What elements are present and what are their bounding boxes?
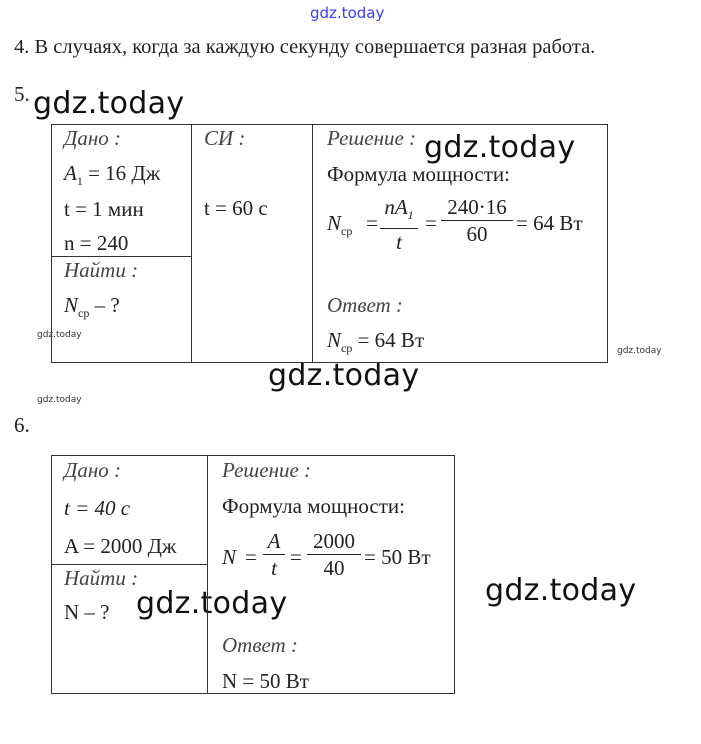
formula-eq: = bbox=[425, 211, 437, 235]
formula-eq: = bbox=[245, 545, 257, 569]
answer-value: $N_{ср} = 64$ Вт bbox=[327, 328, 425, 355]
given-a: A = 2000 Дж bbox=[64, 534, 177, 558]
watermark-small: gdz.today bbox=[37, 330, 82, 340]
answer-label: Ответ : bbox=[327, 293, 403, 317]
table-divider bbox=[207, 455, 208, 694]
table-divider bbox=[191, 124, 192, 363]
formula-eq: = bbox=[366, 211, 378, 235]
watermark: gdz.today bbox=[424, 130, 576, 165]
answer-value: N = 50 Вт bbox=[222, 669, 309, 693]
find-label: Найти : bbox=[64, 258, 139, 282]
given-t: t = 40 с bbox=[64, 496, 131, 520]
watermark: gdz.today bbox=[33, 86, 185, 121]
watermark: gdz.today bbox=[136, 586, 288, 621]
watermark: gdz.today bbox=[485, 573, 637, 608]
formula-fraction-2: $\frac{240\cdot 16}{60}$ bbox=[441, 195, 513, 247]
given-t: t = 1 мин bbox=[64, 197, 144, 221]
given-a1: $A_1 = 16$ Дж bbox=[64, 161, 161, 188]
table-divider bbox=[51, 256, 192, 257]
dano-label: Дано : bbox=[64, 126, 122, 150]
dano-label: Дано : bbox=[64, 458, 122, 482]
formula-label: Формула мощности: bbox=[327, 162, 510, 186]
watermark: gdz.today bbox=[268, 358, 420, 393]
formula-label: Формула мощности: bbox=[222, 494, 405, 518]
si-value: t = 60 с bbox=[204, 196, 268, 220]
solution-label: Решение : bbox=[327, 126, 417, 150]
find-value: N – ? bbox=[64, 600, 110, 624]
task-5-number: 5. bbox=[14, 82, 30, 106]
item-4-text: 4. В случаях, когда за каждую секунду совершается разная работа. bbox=[14, 36, 596, 58]
formula-fraction-1: $\frac{nA_1}{t}$ bbox=[380, 195, 418, 255]
find-value: $N_{ср}$ – ? bbox=[64, 293, 120, 320]
table-divider bbox=[312, 124, 313, 363]
watermark-small: gdz.today bbox=[617, 346, 662, 356]
watermark-top: gdz.today bbox=[310, 4, 385, 22]
answer-label: Ответ : bbox=[222, 633, 298, 657]
formula-result: = 64 Вт bbox=[516, 211, 583, 235]
si-label: СИ : bbox=[204, 126, 246, 150]
solution-label: Решение : bbox=[222, 458, 312, 482]
find-label: Найти : bbox=[64, 566, 139, 590]
table-divider bbox=[51, 564, 208, 565]
formula-eq: = bbox=[290, 545, 302, 569]
formula-lhs: $N_{ср}$ bbox=[327, 211, 353, 238]
formula-fraction-1: $\frac{A}{t}$ bbox=[263, 529, 285, 581]
task-6-number: 6. bbox=[14, 413, 30, 437]
watermark-small: gdz.today bbox=[37, 395, 82, 405]
formula-lhs: N bbox=[222, 545, 237, 569]
given-n: n = 240 bbox=[64, 231, 129, 255]
formula-fraction-2: $\frac{2000}{40}$ bbox=[307, 529, 361, 581]
formula-result: = 50 Вт bbox=[364, 545, 431, 569]
